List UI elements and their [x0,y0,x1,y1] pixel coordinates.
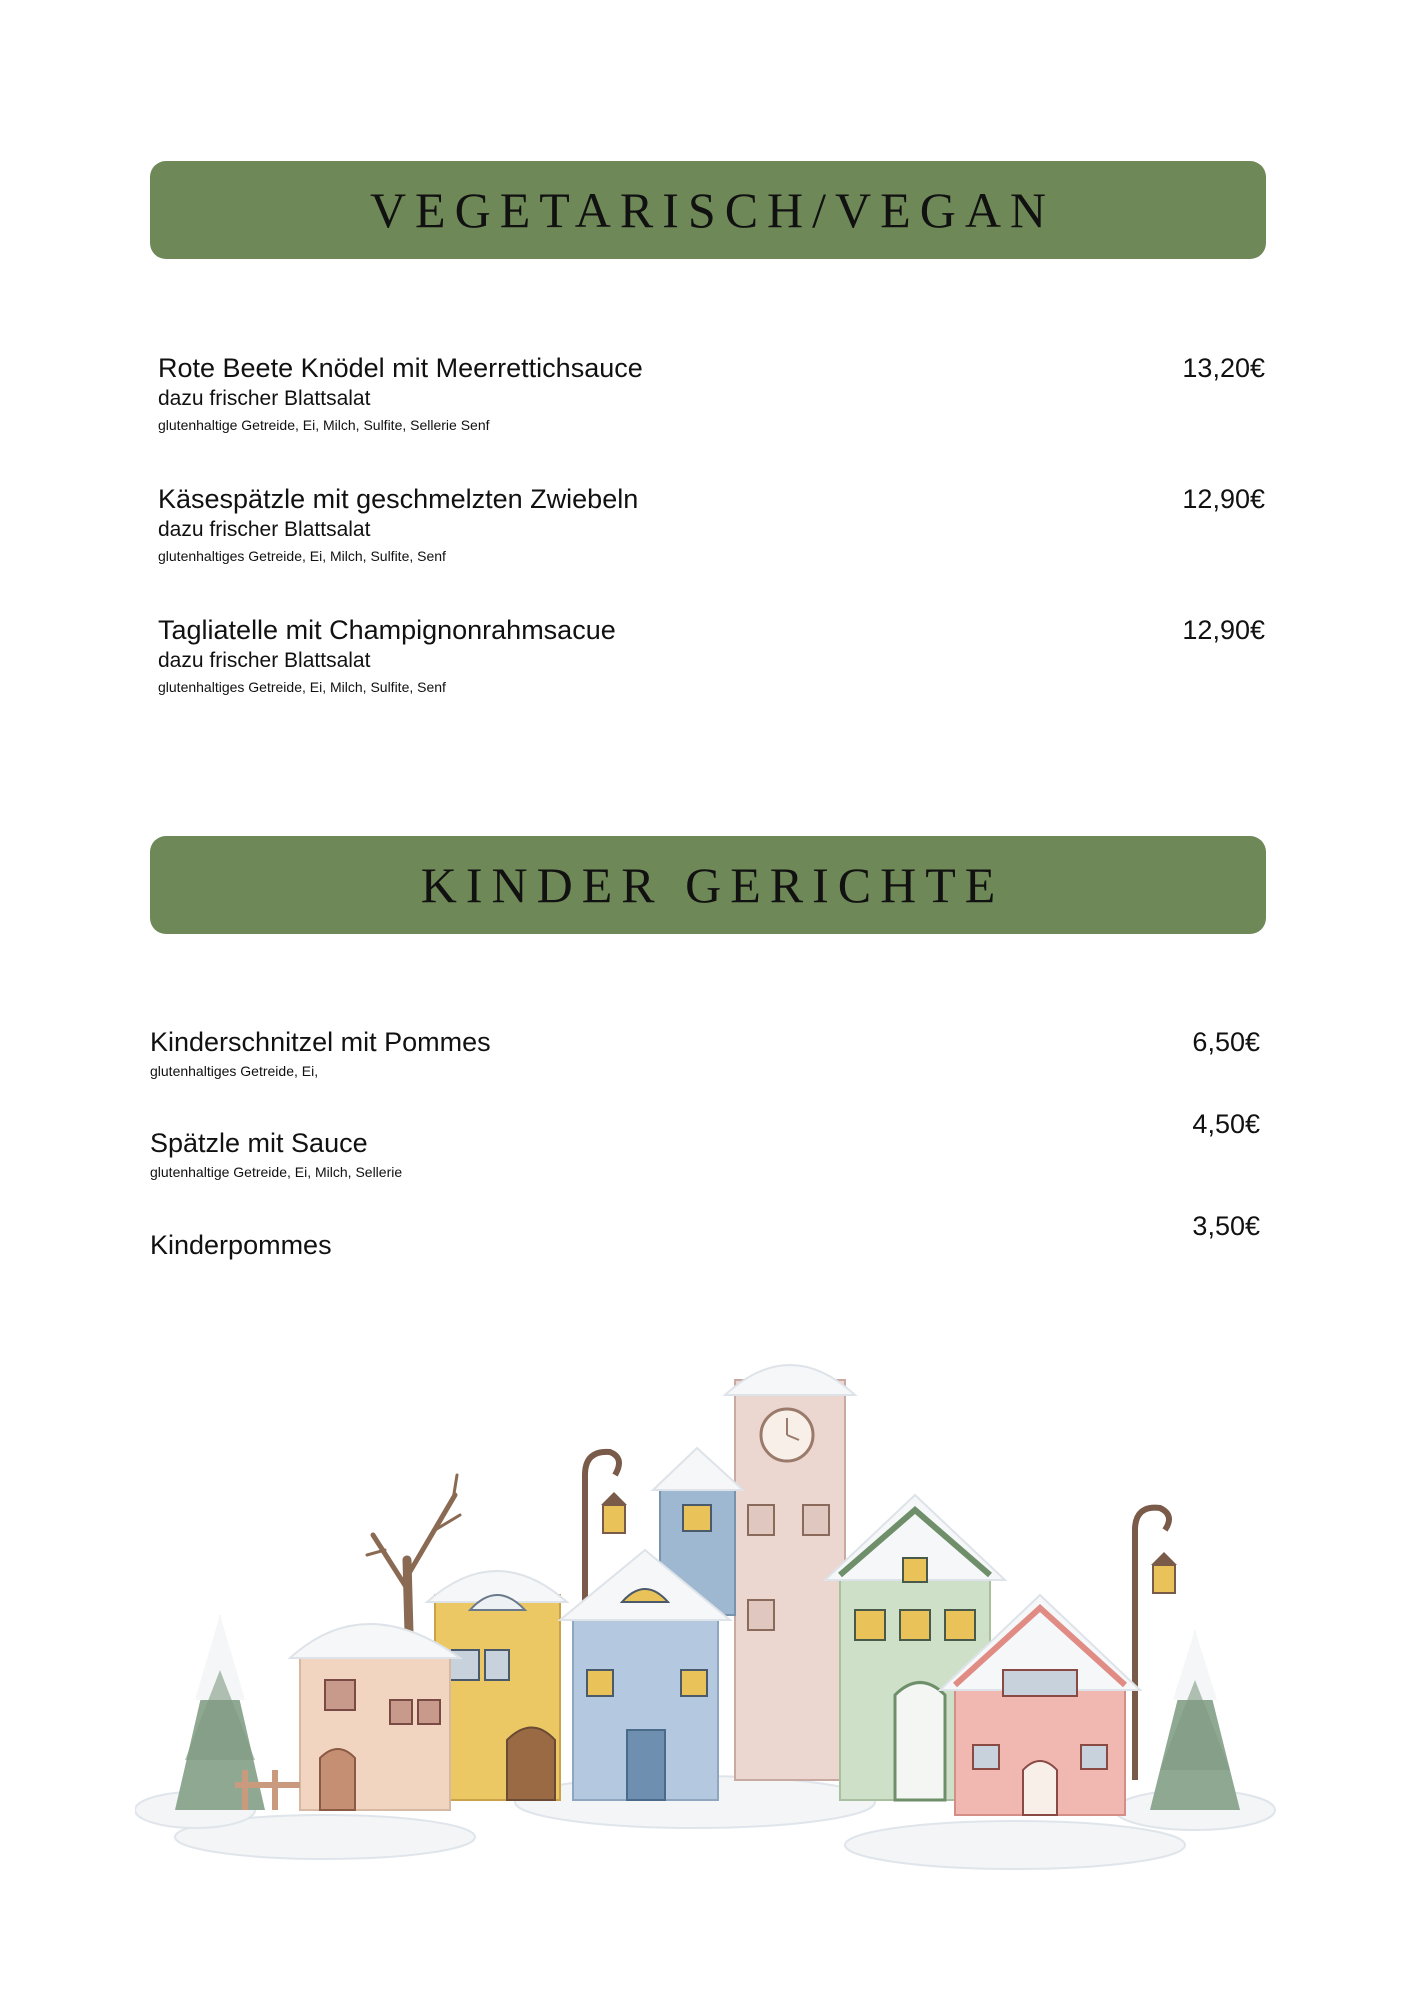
item-allergens: glutenhaltige Getreide, Ei, Milch, Sellerie [150,1164,403,1180]
item-price: 12,90€ [1182,615,1265,645]
item-name: Kinderpommes [150,1230,332,1260]
item-allergens: glutenhaltige Getreide, Ei, Milch, Sulfite, Sellerie Senf [158,417,490,433]
peach-house [235,1624,460,1810]
item-allergens: glutenhaltiges Getreide, Ei, [150,1063,319,1079]
item-price: 13,20€ [1182,353,1265,383]
section-title: KINDER GERICHTE [420,857,1005,913]
item-name: Spätzle mit Sauce [150,1128,368,1158]
menu-item [158,614,616,696]
menu-item [158,483,638,565]
item-allergens: glutenhaltiges Getreide, Ei, Milch, Sulfite, Senf [158,679,446,695]
section-banner-vegetarian [150,161,1266,259]
item-price: 4,50€ [1192,1109,1260,1139]
item-side: dazu frischer Blattsalat [158,518,371,541]
winter-village-illustration [135,1340,1285,1870]
item-allergens: glutenhaltiges Getreide, Ei, Milch, Sulfite, Senf [158,548,446,564]
item-price: 12,90€ [1182,484,1265,514]
menu-item [150,1229,332,1261]
item-name: Käsespätzle mit geschmelzten Zwiebeln [158,484,639,514]
item-side: dazu frischer Blattsalat [158,649,371,672]
menu-item [158,352,643,434]
pine-tree-icon [175,1615,265,1810]
item-name: Tagliatelle mit Champignonrahmsacue [158,615,616,645]
item-price: 6,50€ [1192,1027,1260,1057]
section-title: VEGETARISCH/VEGAN [369,182,1056,238]
pine-tree-icon [1150,1630,1240,1810]
item-name: Kinderschnitzel mit Pommes [150,1027,491,1057]
item-price: 3,50€ [1192,1211,1260,1241]
menu-item [150,1026,491,1080]
menu-item [150,1127,402,1181]
item-side: dazu frischer Blattsalat [158,387,371,410]
item-name: Rote Beete Knödel mit Meerrettichsauce [158,353,643,383]
section-banner-kinder [150,836,1266,934]
